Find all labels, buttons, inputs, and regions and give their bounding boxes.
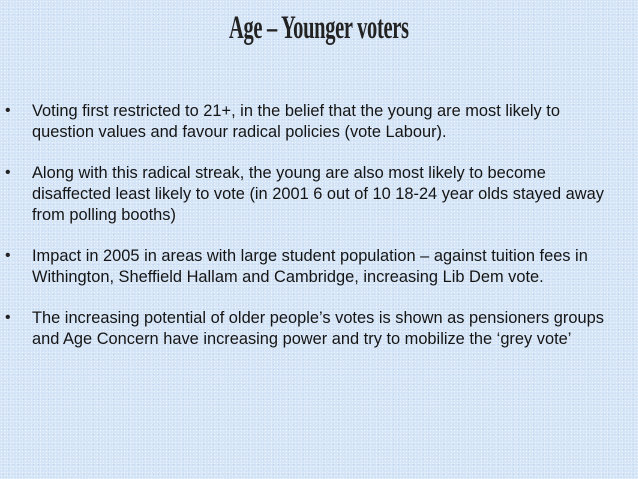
bullet-text: Voting first restricted to 21+, in the belief that the young are most likely to question values and favour radical policies (vote Labour). bbox=[32, 102, 560, 141]
bullet-list bbox=[0, 101, 638, 350]
bullet-text: The increasing potential of older people’s votes is shown as pensioners groups and Age Concern have increasing power and try to mobilize the ‘grey vote’ bbox=[32, 309, 604, 348]
bullet-text: Along with this radical streak, the young are also most likely to become disaffected least likely to vote (in 2001 6 out of 10 18-24 year olds stayed away from polling booths) bbox=[32, 164, 604, 224]
bullet-item bbox=[0, 163, 638, 226]
bullet-icon: • bbox=[5, 309, 11, 326]
bullet-icon: • bbox=[5, 102, 11, 119]
bullet-item bbox=[0, 101, 638, 143]
slide-title bbox=[0, 6, 638, 50]
bullet-text: Impact in 2005 in areas with large student population – against tuition fees in Withington, Sheffield Hallam and Cambridge, increasing Lib Dem vote. bbox=[32, 247, 588, 286]
bullet-item bbox=[0, 246, 638, 288]
bullet-icon: • bbox=[5, 164, 11, 181]
bullet-icon: • bbox=[5, 247, 11, 264]
slide-title-text: Age – Younger voters bbox=[229, 10, 409, 46]
bullet-item bbox=[0, 308, 638, 350]
